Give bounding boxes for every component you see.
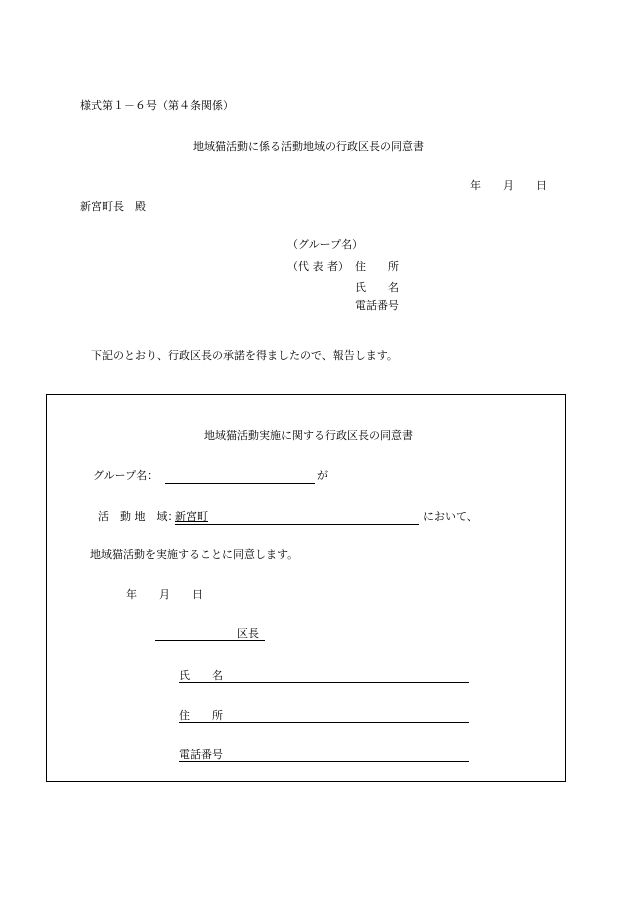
form-number: 様式第１－６号（第４条関係） bbox=[80, 99, 234, 112]
consent-box bbox=[46, 394, 566, 782]
chief-name-field[interactable] bbox=[179, 682, 469, 683]
addressee: 新宮町長 殿 bbox=[80, 200, 146, 213]
applicant-address-label: 住 所 bbox=[355, 260, 399, 273]
report-text: 下記のとおり、行政区長の承諾を得ましたので、報告します。 bbox=[91, 349, 398, 362]
consent-text: 地域猫活動を実施することに同意します。 bbox=[90, 548, 299, 561]
activity-area-suffix: において、 bbox=[423, 510, 478, 523]
chief-phone-label: 電話番号 bbox=[179, 748, 223, 761]
consent-group-label: グループ名： bbox=[93, 469, 159, 482]
chief-name-label: 氏 名 bbox=[179, 669, 223, 682]
consent-title: 地域猫活動実施に関する行政区長の同意書 bbox=[204, 429, 413, 442]
district-chief-label: 区長 bbox=[237, 627, 259, 640]
activity-area-field[interactable] bbox=[175, 524, 419, 525]
group-name-field[interactable] bbox=[165, 483, 315, 484]
consent-date: 年 月 日 bbox=[126, 588, 203, 601]
document-title: 地域猫活動に係る活動地域の行政区長の同意書 bbox=[193, 140, 424, 153]
submission-date: 年 月 日 bbox=[470, 179, 547, 192]
group-name-label: （グループ名） bbox=[287, 238, 364, 251]
activity-area-value: 新宮町 bbox=[175, 510, 208, 523]
applicant-phone-label: 電話番号 bbox=[355, 299, 399, 312]
chief-address-field[interactable] bbox=[179, 722, 469, 723]
representative-label: （代 表 者） bbox=[287, 260, 349, 273]
applicant-name-label: 氏 名 bbox=[355, 281, 399, 294]
consent-group-suffix: が bbox=[317, 469, 328, 482]
activity-area-label: 活 動 地 域： bbox=[98, 510, 179, 523]
chief-phone-field[interactable] bbox=[179, 761, 469, 762]
chief-address-label: 住 所 bbox=[179, 709, 223, 722]
